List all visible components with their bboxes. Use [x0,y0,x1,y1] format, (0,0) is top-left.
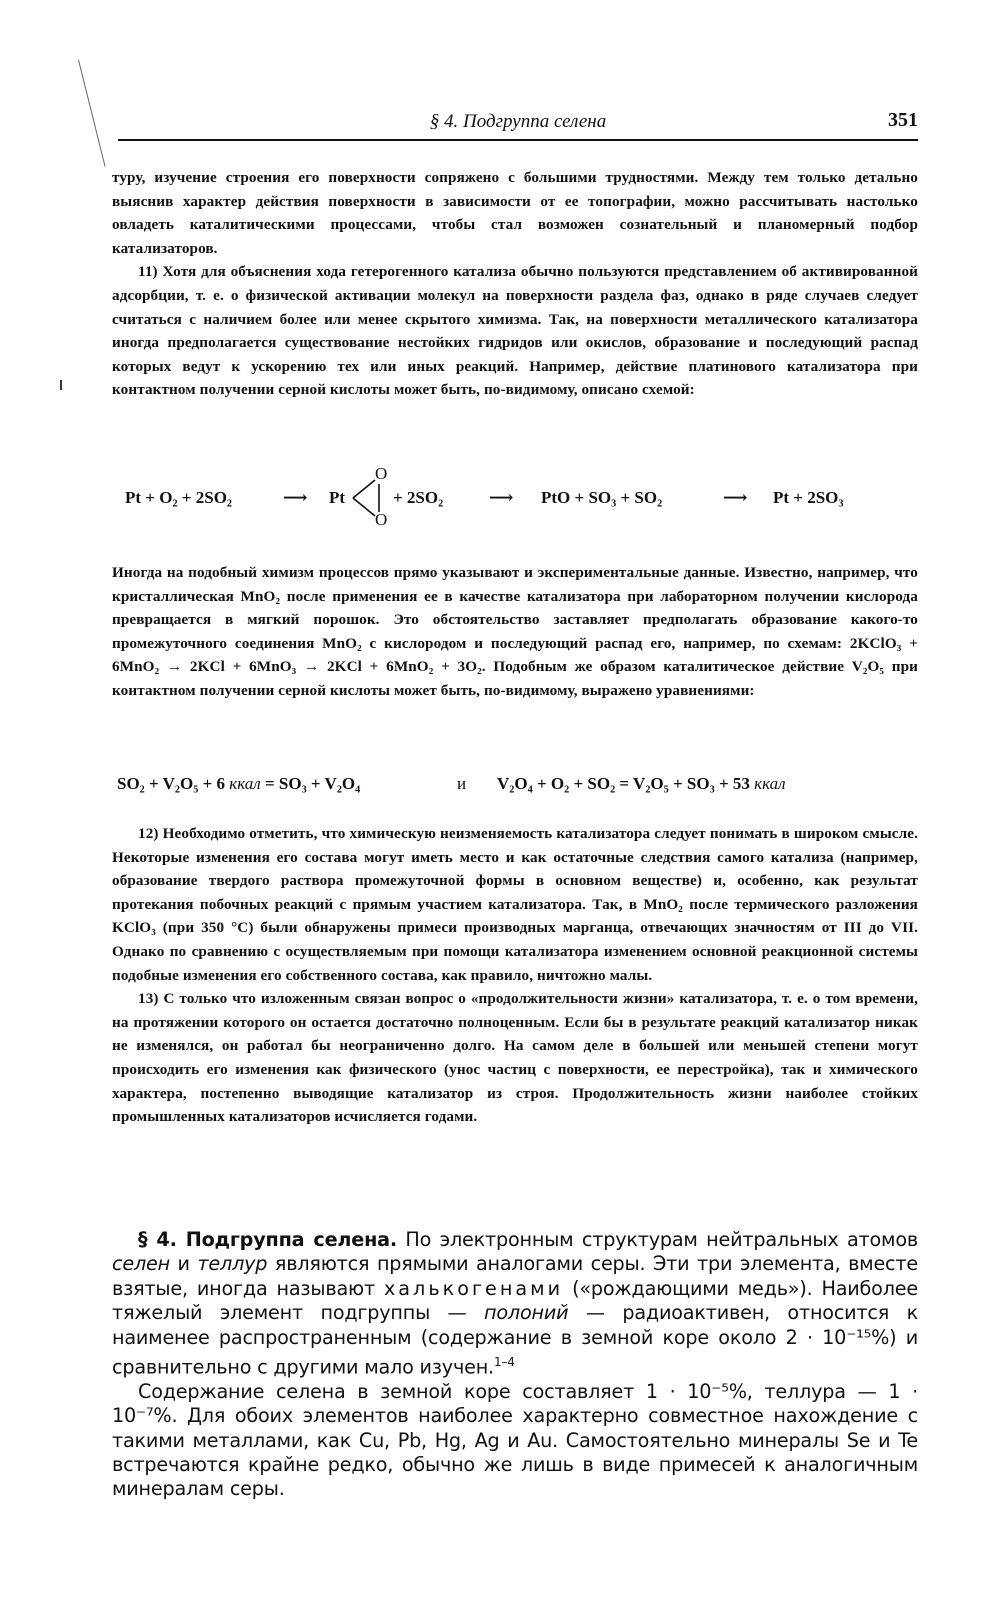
equation-unit-right: ккал [754,774,786,793]
scheme-arrow-2: ⟶ [489,488,514,507]
scheme-step-2-rest: + 2SO₂ [393,488,444,507]
section-4-paragraph-2: Содержание селена в земной коре составляет 1 · 10⁻⁵%, теллура — 1 · 10⁻⁷%. Для обоих элементов наиболее характерно совместное нахождение с такими металлами, как Cu, Pb, Hg, Ag и Au. Самостоятельно минералы Se и Te встречаются крайне редко, обычно же лишь в виде примесей к аналогичным минералам серы. [112,1379,918,1501]
platinum-scheme [125,464,915,534]
section-heading: § 4. Подгруппа селена. [138,1228,397,1251]
scheme-arrow-1: ⟶ [283,488,308,507]
running-header [118,103,918,141]
scheme-step-1: Pt + O₂ + 2SO₂ [125,488,233,507]
scheme-oxygen-top: O [375,464,388,483]
equation-left [117,774,360,794]
section-text-b: и [169,1252,198,1276]
text-mid [112,561,918,703]
term-selen: селен [112,1252,170,1276]
page-number: 351 [888,109,918,131]
paragraph-11: 11) Хотя для объяснения хода гетерогенного катализа обычно пользуются представлением об активированной адсорбции, т. е. о физической активации молекул на поверхности раздела фаз, однако в ряде случаев следует считаться с наличием более или менее скрытого химизма. Так, на поверхности металлического катализатора иногда предполагается существование нестойких гидридов или окислов, образование и последующий распад которых ведут к ускорению тех или иных реакций. Например, действие платинового катализатора при контактном получении серной кислоты может быть, по-видимому, описано схемой: [112,263,918,399]
paragraph-continuation: туру, изучение строения его поверхности сопряжено с большими трудностями. Между тем только детально выяснив характер действия поверхности в зависимости от ее топографии, можно рассчитывать настолько овладеть каталитическими процессами, чтобы стал возможен сознательный и планомерный подбор катализаторов. [112,169,918,257]
scan-edge-mark [60,380,62,390]
running-title: § 4. Подгруппа селена [429,111,607,132]
paragraph-12: 12) Необходимо отметить, что химическую неизменяемость катализатора следует понимать в широком смысле. Некоторые изменения его состава могут иметь место и как остаточные следствия самого катализа (например, образование твердого раствора промежуточной формы в основном веществе) и, особенно, как результат протекания побочных реакций с прямым участием катализатора. Так, в MnO₂ после термического разложения KClO₃ (при 350 °С) были обнаружены примеси производных марганца, отвечающих значностям от III до VII. Однако по сравнению с осуществляемым при помощи катализатора изменением основной реакционной системы подобные изменения его собственного состава, как правило, ничтожно малы. [112,825,918,984]
scheme-arrow-3: ⟶ [723,488,748,507]
equation-left-a: SO₂ + V₂O₅ + 6 [117,774,226,793]
section-text-a: По электронным структурам нейтральных атомов [396,1228,918,1251]
equation-unit-left: ккал [229,774,261,793]
text-top [112,166,918,402]
scan-edge-line [78,60,106,167]
section-4-selenium [112,1228,918,1502]
section-text-d: («рождающими медь»). Наиболее тяжелый элемент подгруппы — [112,1276,918,1325]
scheme-oxygen-bottom: O [375,510,388,529]
term-tellur: теллур [197,1252,268,1276]
scheme-step-4: Pt + 2SO₃ [773,488,844,507]
section-text-c: являются прямыми аналогами серы. Эти три элемента, вместе взятые, иногда называют [112,1252,918,1300]
equation-right [497,774,786,794]
section-text-e: — радиоактивен, относится к наименее распространенным (содержание в земной коре около 2 · 10⁻¹⁵%) и сравнительно с другими мало изучен. [112,1301,919,1379]
text-bottom [112,822,918,1129]
section-4-paragraph-1 [112,1228,918,1380]
reference-superscript: 1–4 [493,1355,515,1370]
term-polonium: полоний [484,1301,569,1325]
scheme-step-2-metal: Pt [329,488,346,507]
paragraph-13: 13) С только что изложенным связан вопрос о «продолжительности жизни» катализатора, т. е. о том времени, на протяжении которого он остается достаточно полноценным. Если бы в результате реакций катализатор никак не изменялся, он работал бы неограниченно долго. На самом деле в большей или меньшей степени могут происходить его изменения как физического (унос частиц с поверхности, ее перестройка), так и химического характера, постепенно выводящие катализатор из строя. Продолжительность жизни наиболее стойких промышленных катализаторов исчисляется годами. [112,990,918,1126]
equation-left-b: = SO₃ + V₂O₄ [264,774,361,793]
equation-conjunction: и [457,774,467,793]
equation-right-a: V₂O₄ + O₂ + SO₂ = V₂O₅ + SO₃ + 53 [497,774,750,793]
term-chalcogens: халькогенами [383,1276,564,1300]
paragraph-experimental: Иногда на подобный химизм процессов прямо указывают и экспериментальные данные. Известно, например, что кристаллическая MnO₂ после применения ее в качестве катализатора при лабораторном получении кислорода превращается в мягкий порошок. Это обстоятельство заставляет предполагать образование какого-то промежуточного соединения MnO₂ с кислородом и последующий распад его, например, по схемам: 2KClO₃ + 6MnO₂ → 2KCl + 6MnO₃ → 2KCl + 6MnO₂ + 3O₂. Подобным же образом каталитическое действие V₂O₅ при контактном получении серной кислоты может быть, по-видимому, выражено уравнениями: [112,564,918,699]
scheme-step-3: PtO + SO₃ + SO₂ [541,488,663,507]
